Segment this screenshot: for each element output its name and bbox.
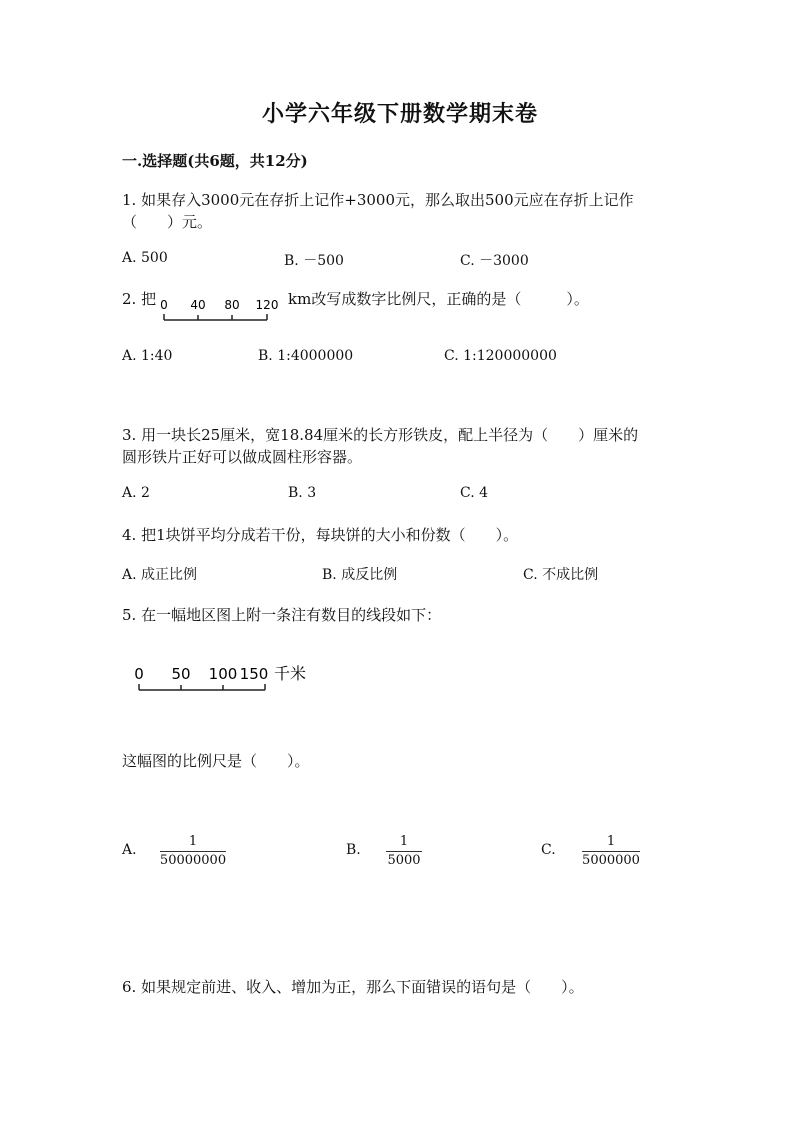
question-2-prefix: 2. 把	[122, 290, 157, 308]
question-2-option-a: A. 1:40	[122, 348, 173, 364]
question-5-question: 这幅图的比例尺是（ ）。	[122, 752, 310, 770]
question-2-option-c: C. 1:120000000	[444, 348, 557, 364]
question-2-suffix: km改写成数字比例尺，正确的是（ ）。	[288, 290, 589, 308]
question-1-text-line1: 1. 如果存入3000元在存折上记作+3000元，那么取出500元应在存折上记作	[122, 191, 634, 209]
fraction-denominator: 5000000	[582, 853, 640, 868]
question-4-text: 4. 把1块饼平均分成若干份，每块饼的大小和份数（ ）。	[122, 526, 519, 544]
section-heading: 一.选择题(共6题，共12分)	[122, 152, 308, 170]
scale-unit-label: 千米	[274, 664, 307, 683]
question-2-scale-bar	[156, 294, 286, 324]
fraction-numerator: 1	[188, 834, 198, 849]
question-4-option-a: A. 成正比例	[122, 567, 198, 583]
question-5-scale-bar	[128, 662, 328, 694]
scale-tick-label: 100	[208, 665, 238, 683]
question-1-option-a: A. 500	[122, 250, 168, 266]
question-5-option-c-letter: C.	[541, 842, 556, 858]
question-5-option-a-letter: A.	[122, 842, 137, 858]
question-3-option-b: B. 3	[288, 485, 317, 501]
question-1-option-c: C. －3000	[460, 253, 529, 269]
question-5-option-b-fraction	[386, 834, 422, 869]
fraction-numerator: 1	[399, 834, 409, 849]
question-5-option-c-fraction	[582, 834, 640, 869]
page-title: 小学六年级下册数学期末卷	[261, 101, 538, 127]
fraction-numerator: 1	[606, 834, 616, 849]
scale-tick-label: 40	[190, 298, 206, 312]
question-5-option-b-letter: B.	[346, 842, 361, 858]
question-3-option-c: C. 4	[460, 485, 489, 501]
fraction-bar	[582, 851, 640, 852]
question-1-text-line2: （ ）元。	[122, 213, 213, 231]
question-6-text: 6. 如果规定前进、收入、增加为正，那么下面错误的语句是（ ）。	[122, 978, 584, 996]
fraction-denominator: 5000	[387, 853, 421, 868]
scale-tick-label: 120	[255, 298, 279, 312]
question-1-option-b: B. －500	[284, 253, 344, 269]
fraction-denominator: 50000000	[159, 853, 227, 868]
scale-tick-label: 0	[160, 298, 168, 312]
scale-tick-label: 0	[134, 665, 144, 683]
fraction-bar	[160, 851, 226, 852]
scale-tick-label: 80	[224, 298, 240, 312]
question-5-text: 5. 在一幅地区图上附一条注有数目的线段如下：	[122, 606, 442, 624]
scale-tick-label: 50	[171, 665, 191, 683]
question-3-text-line2: 圆形铁片正好可以做成圆柱形容器。	[122, 448, 363, 466]
scale-tick-label: 150	[239, 665, 269, 683]
question-4-option-b: B. 成反比例	[322, 567, 398, 583]
question-4-option-c: C. 不成比例	[523, 567, 599, 583]
fraction-bar	[386, 851, 422, 852]
question-5-option-a-fraction	[160, 834, 226, 869]
question-3-option-a: A. 2	[122, 485, 150, 501]
question-2-option-b: B. 1:4000000	[258, 348, 354, 364]
question-3-text-line1: 3. 用一块长25厘米，宽18.84厘米的长方形铁皮，配上半径为（ ）厘米的	[122, 426, 639, 444]
